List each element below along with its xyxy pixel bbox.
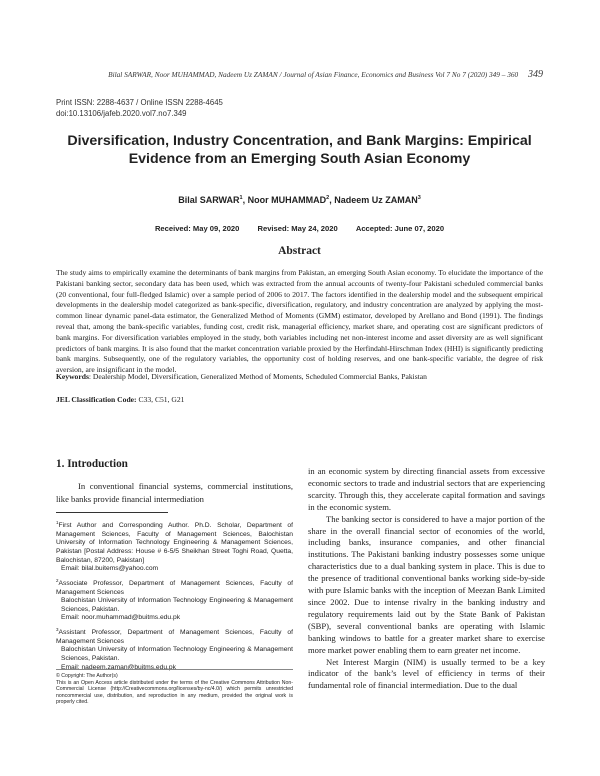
footnote-sup: 1 [56, 520, 59, 525]
author-list [56, 195, 543, 205]
issn-line: Print ISSN: 2288-4637 / Online ISSN 2288-4645 [56, 98, 223, 107]
copyright-line: © Copyright: The Author(s) [56, 673, 118, 679]
body-paragraph: in an economic system by directing financial assets from excessive economic sectors to trade and industrial sectors that are experiencing scarcity. Through this, they accelerate capital formation and savings in the economic system. [308, 466, 545, 512]
footnote-line: Balochistan University of Information Technology Engineering & Management Sciences, Pakistan. [61, 646, 293, 663]
jel-codes [56, 395, 543, 404]
intro-left-text: In conventional financial systems, commercial institutions, like banks provide financial intermediation [56, 481, 293, 504]
footnote-divider [56, 512, 168, 513]
footnote-email[interactable]: Email: nadeem.zaman@buitms.edu.pk [61, 663, 176, 671]
jel-label: JEL Classification Code: [56, 395, 137, 404]
footnotes [56, 519, 293, 675]
running-header-text: Bilal SARWAR, Noor MUHAMMAD, Nadeem Uz ZAMAN / Journal of Asian Finance, Economics and Business Vol 7 No 7 (2020) 349 – 360 [108, 70, 519, 79]
submission-dates [56, 224, 543, 233]
title-line-1: Diversification, Industry Concentration, and Bank Margins: Empirical [67, 133, 532, 149]
abstract-heading: Abstract [278, 245, 321, 257]
keywords-label: Keywords [56, 372, 89, 381]
footnote-line: First Author and Corresponding Author. Ph.D. Scholar, Department of Management Sciences, Faculty of Management Sciences, Balochistan University of Information Technology Engineering & Management Sciences, Pakistan [Postal Address: House # 6-5/5 Sheikhan Street Toghi Road, Quetta, Balochistan, 87200, Pakistan] [56, 522, 293, 564]
author-separator: , [242, 195, 248, 205]
intro-right-column [308, 466, 545, 692]
body-paragraph: Net Interest Margin (NIM) is usually termed to be a key indicator of the bank’s level of efficiency in terms of their fundamental role of financial intermediation. Due to the dual [308, 656, 545, 691]
footnote-email[interactable]: Email: noor.muhammad@buitms.edu.pk [61, 614, 181, 622]
keywords-text: : Dealership Model, Diversification, Generalized Method of Moments, Scheduled Commercial Banks, Pakistan [88, 372, 427, 381]
author-name: Nadeem Uz ZAMAN [334, 195, 418, 205]
section-title: 1. Introduction [56, 458, 128, 470]
running-header [56, 69, 543, 80]
footnote-email[interactable]: Email: bilal.buitems@yahoo.com [61, 565, 159, 573]
footnote-sup: 2 [56, 577, 59, 583]
author-separator: , [329, 195, 335, 205]
received-date: Received: May 09, 2020 [154, 224, 240, 233]
revised-date: Revised: May 24, 2020 [257, 224, 338, 233]
footnote-sup: 3 [56, 627, 59, 632]
footnote-line: Balochistan University of Information Technology Engineering & Management Sciences, Pakistan. [61, 597, 293, 613]
footnote [56, 519, 293, 574]
body-paragraph: The banking sector is considered to have a major portion of the share in the overall financial sector of economies of the world, including banks, insurance companies, and other financial institutions. The Pakistani banking industry possesses some unique characteristics due to a dual banking system in place. This is due to the presence of traditional conventional banks working side-by-side with pure Islamic banks with the inception of Meezan Bank Limited since 2002. Due to intense rivalry in the banking industry and regulatory requirements laid out by the State Bank of Pakistan (SBP), several conventional banks are operating with Islamic banking windows to battle for a greater market share to exercise more market power enabling them to earn greater net income. [308, 513, 545, 655]
author-name: Noor MUHAMMAD [247, 195, 327, 205]
author-name: Bilal SARWAR [178, 195, 240, 205]
author-sup: 3 [417, 195, 421, 201]
title-line-2: Evidence from an Emerging South Asian Economy [128, 151, 471, 167]
page-number: 349 [528, 69, 543, 80]
copyright-notice [56, 669, 293, 706]
issn-block [56, 97, 223, 119]
doi-line[interactable]: doi:10.13106/jafeb.2020.vol7.no7.349 [56, 109, 187, 118]
footnote-line: Associate Professor, Department of Management Sciences, Faculty of Management Sciences [56, 580, 293, 596]
author-sup: 2 [326, 195, 330, 201]
accepted-date: Accepted: June 07, 2020 [355, 224, 445, 233]
footnote-line: Assistant Professor, Department of Management Sciences, Faculty of Management Sciences [56, 629, 293, 645]
paper-title [56, 132, 543, 168]
author-sup: 1 [239, 195, 243, 201]
jel-text: C33, C51, G21 [136, 395, 185, 404]
license-text: This is an Open Access article distributed under the terms of the Creative Commons Attribution Non-Commercial License (http://Creativecommons.org/licenses/by-nc/4.0/) which permits unrestricted noncommercial use, distribution, and reproduction in any medium, provided the original work is properly cited. [56, 679, 293, 706]
footnote [56, 626, 293, 672]
footnote [56, 577, 293, 623]
abstract-text: The study aims to empirically examine the determinants of bank margins from Pakistan, an emerging South Asian economy. To elucidate the importance of the Pakistani banking sector, secondary data has been used, which was extracted from the annual accounts of twenty-four Pakistani scheduled commercial banks (20 conventional, four full-fledged Islamic) over a sample period of 2006 to 2017. The factors identified in the dealership model and the subsequent empirical developments in the dealership model categorized as bank-specific, diversification, regulatory, and industry concentration are analyzed by applying the most-common linear dynamic panel-data estimator, the Generalized Method of Moments (GMM) estimator, developed by Arellano and Bond (1991). The findings reveal that, among the bank-specific variables, funding cost, credit risk, managerial efficiency, market share, and operating cost are significant predictors of bank margins. For diversification variables employed in the study, both variables including net non-interest income and asset diversity are as well significant predictors of bank margins. It is also found that the market concentration variable proxied by the Herfindahl-Hirschman Index (HHI) is significantly predicting bank margins. Subsequently, one of the regulatory variables, the opportunity cost of holding reserves, and one bank-specific variable, the degree of risk aversion, are insignificant in the model. [56, 268, 543, 375]
keywords [56, 372, 543, 382]
